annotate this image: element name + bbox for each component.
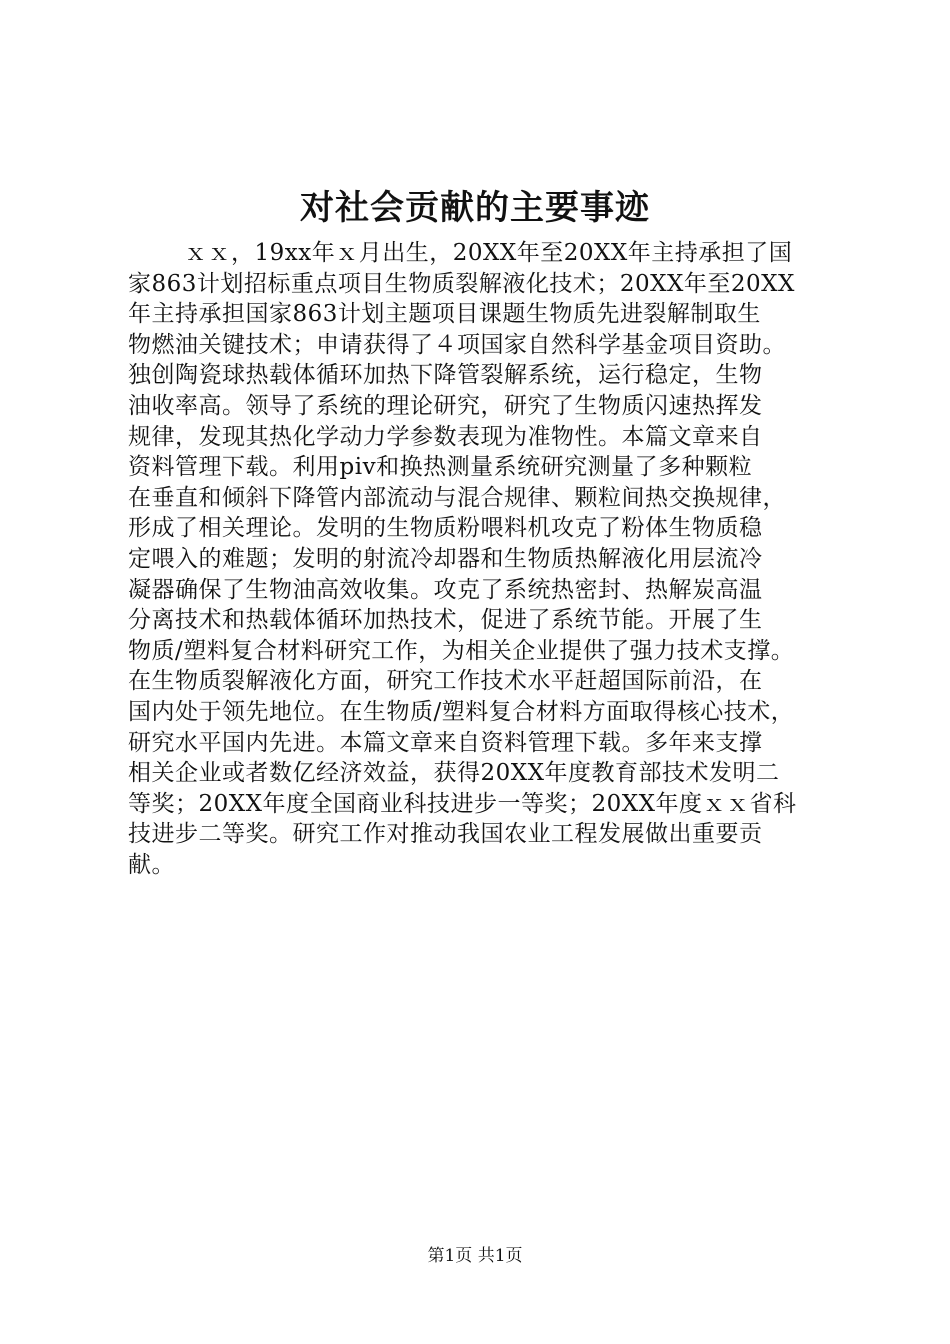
document-body <box>128 238 868 880</box>
body-line: 等奖；20XX年度全国商业科技进步一等奖；20XX年度ｘｘ省科 <box>128 790 797 817</box>
body-line: 在生物质裂解液化方面，研究工作技术水平赶超国际前沿，在 <box>128 668 763 695</box>
page-footer: 第1页 共1页 <box>427 1246 523 1266</box>
body-line: 物质/塑料复合材料研究工作，为相关企业提供了强力技术支撑。 <box>128 637 795 664</box>
body-line: 凝器确保了生物油高效收集。攻克了系统热密封、热解炭高温 <box>128 576 763 603</box>
body-line: 定喂入的难题；发明的射流冷却器和生物质热解液化用层流冷 <box>128 545 763 572</box>
body-line: 献。 <box>128 851 175 878</box>
body-line: 技进步二等奖。研究工作对推动我国农业工程发展做出重要贡 <box>128 821 763 848</box>
body-line: 家863计划招标重点项目生物质裂解液化技术；20XX年至20XX <box>128 270 795 297</box>
body-line: 分离技术和热载体循环加热技术，促进了系统节能。开展了生 <box>128 607 763 634</box>
body-line: 研究水平国内先进。本篇文章来自资料管理下载。多年来支撑 <box>128 729 763 756</box>
document-title: 对社会贡献的主要事迹 <box>300 188 650 228</box>
body-line: 在垂直和倾斜下降管内部流动与混合规律、颗粒间热交换规律， <box>128 484 786 511</box>
body-line: 相关企业或者数亿经济效益，获得20XX年度教育部技术发明二 <box>128 760 780 787</box>
body-line: 年主持承担国家863计划主题项目课题生物质先进裂解制取生 <box>128 301 761 328</box>
body-line: 资料管理下载。利用piv和换热测量系统研究测量了多种颗粒 <box>128 454 753 481</box>
body-line: 独创陶瓷球热载体循环加热下降管裂解系统，运行稳定，生物 <box>128 362 763 389</box>
body-line: 油收率高。领导了系统的理论研究，研究了生物质闪速热挥发 <box>128 392 763 419</box>
body-line: 规律，发现其热化学动力学参数表现为准物性。本篇文章来自 <box>128 423 763 450</box>
body-line: 国内处于领先地位。在生物质/塑料复合材料方面取得核心技术， <box>128 698 795 725</box>
body-line: ｘｘ，19xx年ｘ月出生，20XX年至20XX年主持承担了国 <box>184 240 793 266</box>
body-line: 形成了相关理论。发明的生物质粉喂料机攻克了粉体生物质稳 <box>128 515 763 542</box>
body-line: 物燃油关键技术；申请获得了４项国家自然科学基金项目资助。 <box>128 331 786 358</box>
